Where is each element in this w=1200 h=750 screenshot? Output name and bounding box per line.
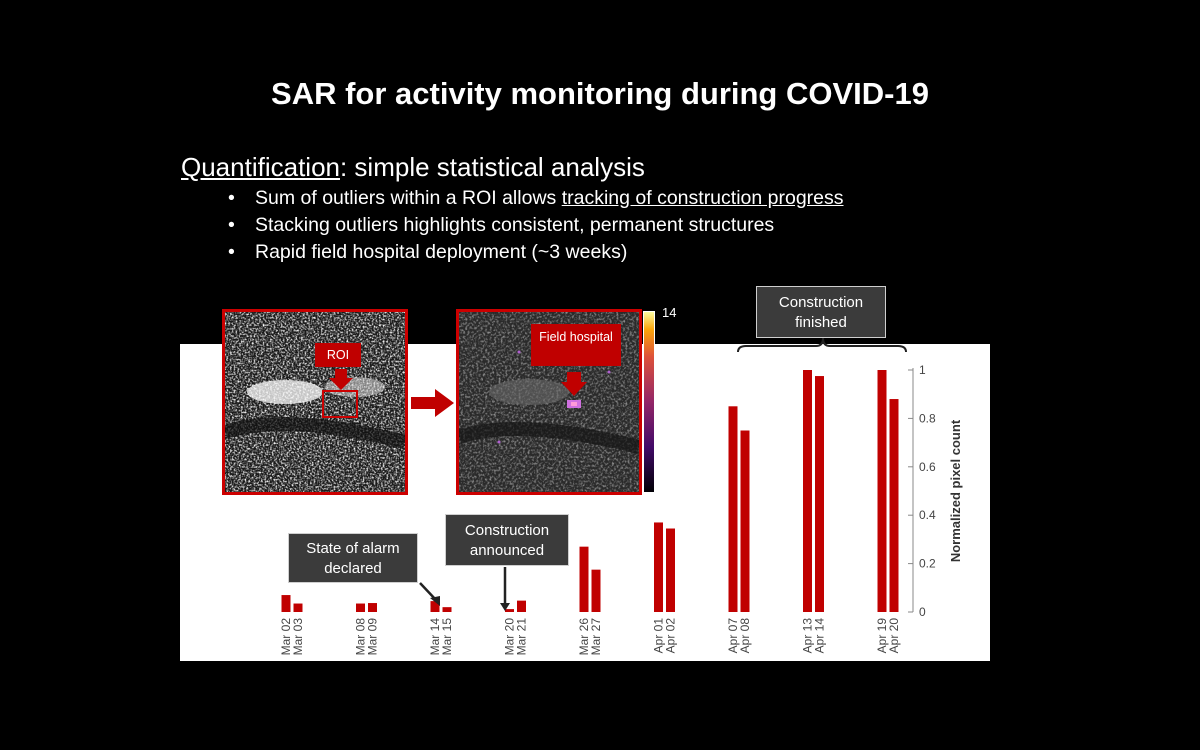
bar-mar-03 <box>294 604 303 612</box>
x-tick-label: Mar 08 <box>353 618 368 656</box>
x-tick-label: Mar 20 <box>502 618 517 656</box>
y-axis-label: Normalized pixel count <box>948 419 963 563</box>
bullet-dot: • <box>228 214 235 236</box>
bar-mar-15 <box>443 607 452 612</box>
bar-mar-27 <box>592 570 601 612</box>
x-tick-label: Mar 21 <box>514 618 529 656</box>
x-tick-label: Apr 07 <box>726 618 740 654</box>
right-arrow-icon <box>410 388 456 418</box>
callout-construction-finished: Construction finished <box>756 286 886 338</box>
bar-apr-08 <box>741 431 750 613</box>
bullet-text: Rapid field hospital deployment (~3 weeks) <box>255 241 628 263</box>
bullet-item <box>228 185 844 212</box>
bar-mar-20 <box>505 609 514 612</box>
x-tick-label: Mar 26 <box>577 618 591 656</box>
x-tick-label: Apr 02 <box>663 618 678 654</box>
callout-construction-announced: Construction announced <box>445 514 569 566</box>
bar-mar-02 <box>282 595 291 612</box>
bar-mar-21 <box>517 601 526 612</box>
bar-apr-20 <box>890 399 899 612</box>
y-tick-label: 0.2 <box>919 556 936 571</box>
sar-speckle-texture <box>225 312 405 492</box>
colorbar-max-label: 14 <box>662 305 677 320</box>
bar-mar-09 <box>368 603 377 612</box>
bar-apr-19 <box>878 370 887 612</box>
bar-apr-13 <box>803 370 812 612</box>
slide-subtitle <box>181 152 645 183</box>
sar-image-roi <box>222 309 408 495</box>
y-tick-label: 0.8 <box>919 411 936 426</box>
x-tick-label: Mar 09 <box>365 618 380 656</box>
x-tick-label: Apr 14 <box>812 618 827 654</box>
x-tick-label: Apr 19 <box>875 618 889 654</box>
y-tick-label: 1 <box>919 363 926 377</box>
bar-mar-08 <box>356 604 365 612</box>
bar-mar-26 <box>580 547 589 612</box>
bullet-dot: • <box>228 241 235 263</box>
x-tick-label: Mar 02 <box>279 618 293 656</box>
x-tick-label: Apr 01 <box>651 618 666 654</box>
bar-apr-01 <box>654 522 663 612</box>
bullet-dot: • <box>228 187 235 209</box>
x-tick-label: Apr 13 <box>800 618 815 654</box>
x-tick-label: Mar 14 <box>428 618 442 656</box>
callout-state-of-alarm: State of alarm declared <box>288 533 418 583</box>
roi-label: ROI <box>315 343 361 367</box>
bar-mar-14 <box>431 601 440 612</box>
y-tick-label: 0.4 <box>919 508 936 523</box>
y-tick-label: 0.6 <box>919 459 936 474</box>
x-tick-label: Apr 08 <box>738 618 752 654</box>
bullet-link-text: tracking of construction progress <box>561 187 844 209</box>
bullet-list <box>228 185 844 266</box>
sar-image-outliers <box>456 309 642 495</box>
x-tick-label: Mar 27 <box>589 618 603 656</box>
subtitle-underlined: Quantification <box>181 152 340 182</box>
subtitle-rest: : simple statistical analysis <box>339 152 645 182</box>
bullet-item <box>228 212 844 239</box>
bullet-text: Stacking outliers highlights consistent, permanent structures <box>255 214 775 236</box>
bar-apr-02 <box>666 529 675 612</box>
bullet-item <box>228 239 844 266</box>
field-hospital-label: Field hospital <box>531 324 621 366</box>
bullet-text: Sum of outliers within a ROI allows <box>255 187 562 209</box>
colorbar <box>643 311 655 493</box>
bar-apr-07 <box>729 406 738 612</box>
x-tick-label: Mar 15 <box>440 618 454 656</box>
y-tick-label: 0 <box>919 605 926 619</box>
slide-title: SAR for activity monitoring during COVID-19 <box>271 76 929 111</box>
x-tick-label: Apr 20 <box>887 618 901 654</box>
x-tick-label: Mar 03 <box>291 618 305 656</box>
bar-apr-14 <box>815 376 824 612</box>
